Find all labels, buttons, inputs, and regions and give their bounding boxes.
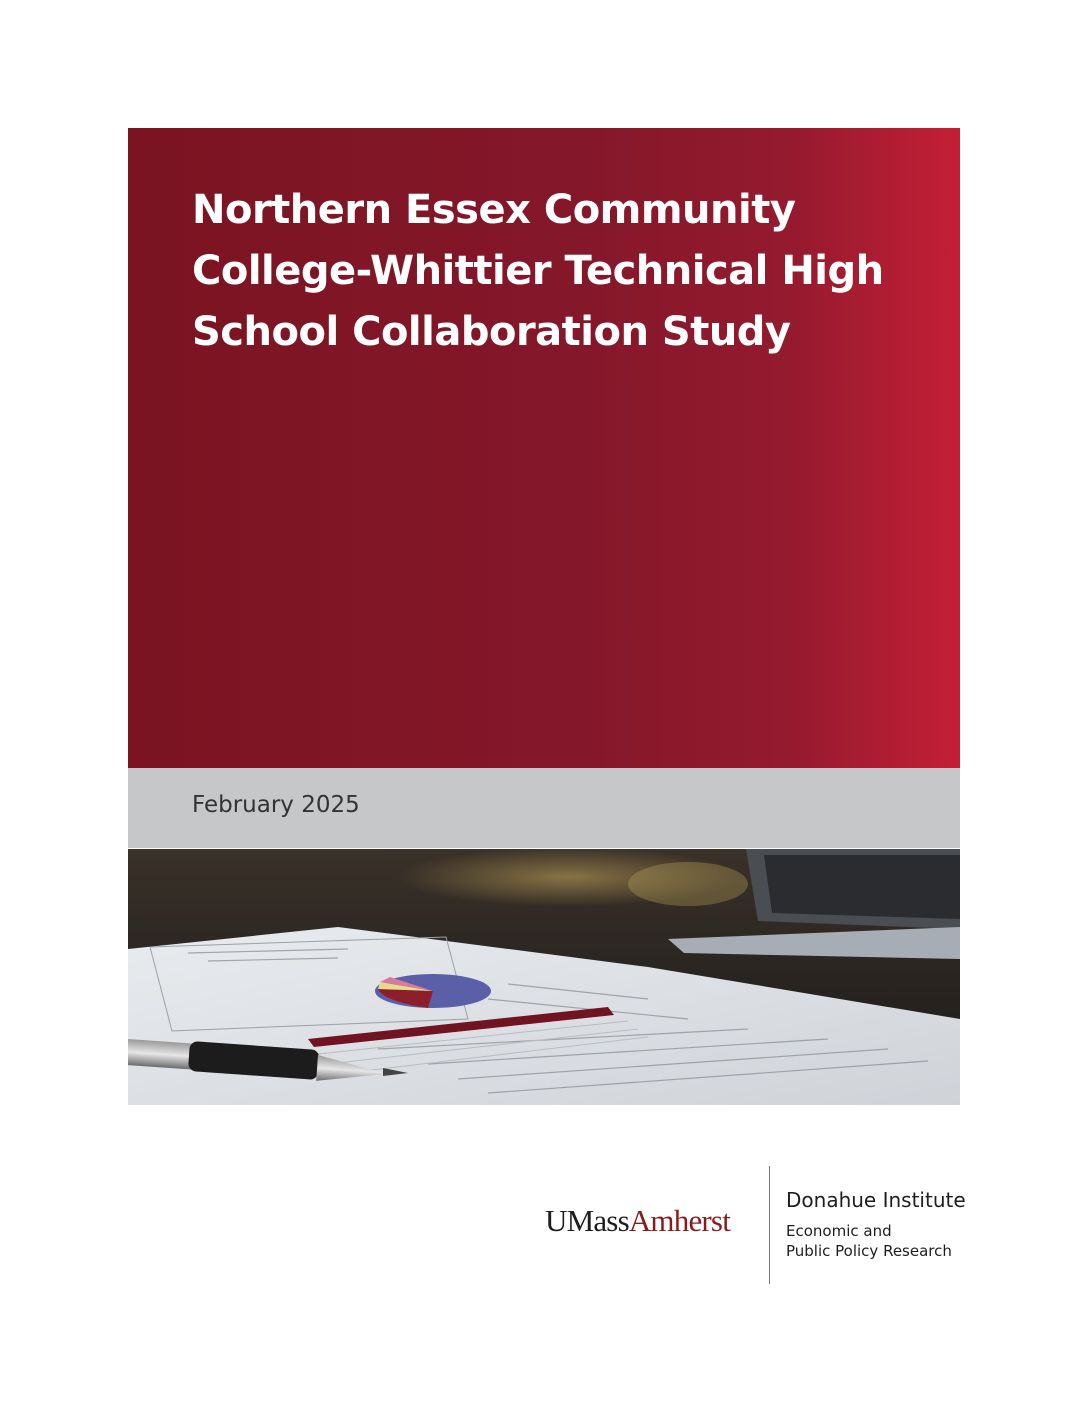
umass-amherst-wordmark — [545, 1203, 730, 1239]
cover-photo — [128, 849, 960, 1105]
laptop-screen-inner — [764, 855, 960, 919]
institution-logo — [540, 1166, 970, 1284]
wordmark-umass: UMass — [545, 1203, 629, 1238]
blurred-object-2 — [628, 862, 748, 906]
report-title: Northern Essex Community College-Whittier Technical High School Collaboration Study — [192, 187, 884, 355]
donahue-subtitle-line1: Economic and — [786, 1222, 892, 1240]
logo-divider — [769, 1166, 770, 1284]
donahue-institute-name: Donahue Institute — [786, 1188, 966, 1212]
donahue-subtitle-line2: Public Policy Research — [786, 1242, 952, 1260]
report-date: February 2025 — [192, 792, 360, 818]
date-band — [128, 768, 960, 848]
cover-title-band — [128, 128, 960, 768]
wordmark-amherst: Amherst — [628, 1203, 731, 1238]
